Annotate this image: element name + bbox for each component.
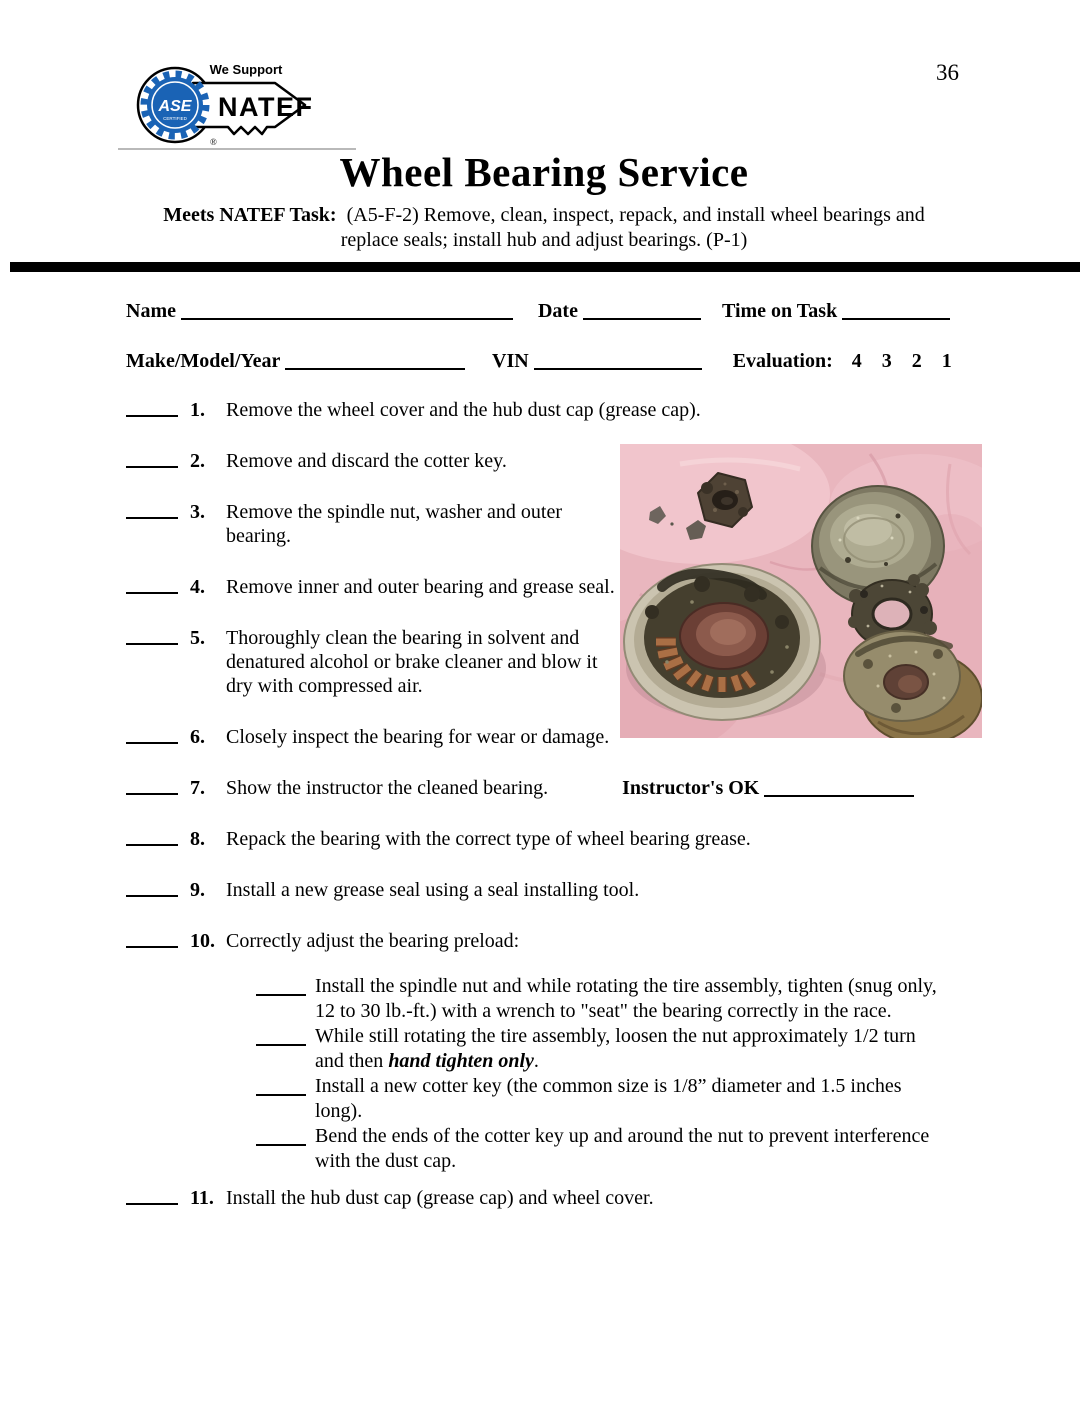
- step-5-number: 5.: [190, 627, 205, 649]
- vin-blank: [534, 350, 702, 370]
- step-3-blank: [126, 500, 178, 519]
- page-title: Wheel Bearing Service: [339, 149, 749, 195]
- step-9-text: Install a new grease seal using a seal installing tool.: [226, 879, 640, 901]
- step-11-number: 11.: [190, 1187, 214, 1209]
- step-10-number: 10.: [190, 930, 215, 952]
- task-line-2: replace seals; install hub and adjust bearings. (P-1): [340, 229, 748, 251]
- step-10-substeps: [256, 974, 971, 1174]
- instructor-ok-blank: [764, 778, 914, 797]
- step-5-blank: [126, 626, 178, 645]
- step-9-blank: [126, 878, 178, 897]
- step-5-text: Thoroughly clean the bearing in solvent and denatured alcohol or brake cleaner and blow it dry with compressed air.: [226, 627, 598, 697]
- step-8-text: Repack the bearing with the correct type of wheel bearing grease.: [226, 828, 751, 850]
- step-7-text: Show the instructor the cleaned bearing.: [226, 777, 549, 799]
- substep-1-blank: [256, 977, 306, 996]
- substep-3-text: Install a new cotter key (the common size is 1/8” diameter and 1.5 inches long).: [315, 1075, 902, 1122]
- step-10-blank: [126, 929, 178, 948]
- evaluation-label: Evaluation:: [732, 350, 833, 372]
- step-1-blank: [126, 398, 178, 417]
- step-7-number: 7.: [190, 777, 205, 799]
- step-2-blank: [126, 449, 178, 468]
- natef-text: NATEF: [218, 92, 313, 122]
- name-blank: [181, 300, 513, 320]
- step-10-text: Correctly adjust the bearing preload:: [226, 930, 520, 952]
- evaluation-scale: 4 3 2 1: [851, 350, 952, 372]
- substep-4: [256, 1124, 971, 1174]
- step-7: [126, 776, 971, 800]
- step-3-number: 3.: [190, 501, 205, 523]
- wheel-bearing-parts-photo: [620, 444, 982, 738]
- step-9-number: 9.: [190, 879, 205, 901]
- divider-rule: [10, 262, 1080, 272]
- we-support-text: We Support: [209, 62, 283, 77]
- make-model-year-blank: [285, 350, 465, 370]
- step-11-text: Install the hub dust cap (grease cap) and wheel cover.: [226, 1187, 654, 1209]
- registered-mark: ®: [210, 137, 217, 147]
- page-number: 36: [936, 60, 959, 85]
- task-description: [0, 203, 1088, 253]
- step-6-text: Closely inspect the bearing for wear or damage.: [226, 726, 610, 748]
- step-4-blank: [126, 575, 178, 594]
- instructor-ok-label: Instructor's OK: [622, 777, 760, 799]
- step-9: [126, 878, 971, 902]
- date-blank: [583, 300, 701, 320]
- task-line-1: Meets NATEF Task: (A5-F-2) Remove, clean, inspect, repack, and install wheel bearings and: [163, 204, 925, 226]
- step-2-number: 2.: [190, 450, 205, 472]
- substep-2: [256, 1024, 971, 1074]
- date-label: Date: [537, 300, 578, 322]
- vin-label: VIN: [492, 350, 529, 372]
- substep-4-blank: [256, 1127, 306, 1146]
- instructor-ok: [622, 776, 914, 800]
- time-on-task-blank: [842, 300, 950, 320]
- time-on-task-label: Time on Task: [721, 300, 838, 322]
- step-10: [126, 929, 971, 953]
- step-8: [126, 827, 971, 851]
- step-11-blank: [126, 1186, 178, 1205]
- substep-1: [256, 974, 971, 1024]
- ase-certified-text: CERTIFIED: [163, 116, 187, 121]
- substep-4-text: Bend the ends of the cotter key up and around the nut to prevent interference with the dust cap.: [315, 1125, 930, 1172]
- step-11: [126, 1186, 971, 1210]
- step-3-text: Remove the spindle nut, washer and outer bearing.: [226, 501, 563, 547]
- step-2-text: Remove and discard the cotter key.: [226, 450, 507, 472]
- natef-ase-logo: [133, 53, 313, 153]
- step-8-blank: [126, 827, 178, 846]
- step-1: [126, 398, 971, 422]
- step-6-blank: [126, 725, 178, 744]
- task-label: Meets NATEF Task:: [163, 204, 337, 226]
- name-label: Name: [126, 300, 176, 322]
- step-7-blank: [126, 776, 178, 795]
- substep-3: [256, 1074, 971, 1124]
- substep-3-blank: [256, 1077, 306, 1096]
- step-6-number: 6.: [190, 726, 205, 748]
- step-4-text: Remove inner and outer bearing and grease seal.: [226, 576, 615, 598]
- substep-2-blank: [256, 1027, 306, 1046]
- form-line-1: [126, 300, 966, 323]
- step-1-number: 1.: [190, 399, 205, 421]
- make-model-year-label: Make/Model/Year: [126, 350, 281, 372]
- ase-text: ASE: [158, 98, 192, 115]
- substep-1-text: Install the spindle nut and while rotating the tire assembly, tighten (snug only, 12 to 30 lb.-ft.) with a wrench to "seat" the bearing correctly in the race.: [315, 975, 937, 1022]
- step-4-number: 4.: [190, 576, 205, 598]
- form-line-2: [126, 350, 966, 373]
- substep-2-text: While still rotating the tire assembly, loosen the nut approximately 1/2 turn and then hand tighten only.: [315, 1025, 916, 1072]
- hand-tighten-emphasis: hand tighten only: [388, 1050, 534, 1072]
- step-8-number: 8.: [190, 828, 205, 850]
- step-1-text: Remove the wheel cover and the hub dust cap (grease cap).: [226, 399, 701, 421]
